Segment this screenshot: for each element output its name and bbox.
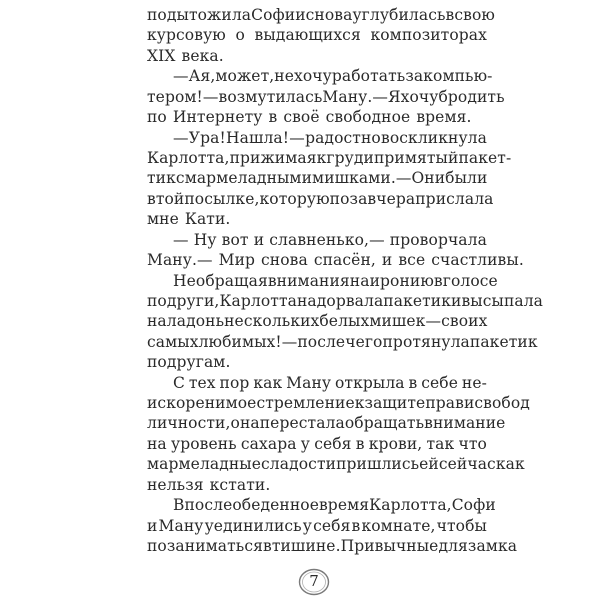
text-line: в той посылке, которую позавчера прислала bbox=[147, 190, 494, 208]
text-line: Не обращая внимания на иронию в голосе bbox=[173, 272, 498, 290]
page-number-badge bbox=[298, 568, 330, 596]
text-line: — Ну вот и славненько,— проворчала bbox=[173, 231, 487, 249]
text-line: самых любимых! — после чего протянула пакетик bbox=[147, 333, 538, 351]
text-line: мне Кати. bbox=[147, 210, 231, 228]
text-line: тик с мармеладными мишками.— Они были bbox=[147, 169, 488, 187]
text-line: тером! — возмутилась Ману.— Я хочу бродить bbox=[147, 88, 505, 106]
text-line: В послеобеденное время Карлотта, Софи bbox=[173, 496, 496, 514]
text-line: и Ману уединились у себя в комнате, чтобы bbox=[147, 517, 487, 535]
text-line: XIX века. bbox=[147, 47, 224, 65]
text-line: личности, она перестала обращать внимание bbox=[147, 414, 506, 432]
text-line: подруги, Карлотта надорвала пакетик и высыпала bbox=[147, 292, 544, 310]
text-line: — А я, может, не хочу работать за компью- bbox=[173, 67, 493, 85]
text-line: Ману.— Мир снова спасён, и все счастливы. bbox=[147, 251, 524, 269]
text-line: на уровень сахара у себя в крови, так что bbox=[147, 435, 487, 453]
text-line: нельзя кстати. bbox=[147, 476, 271, 494]
text-line: — Ура! Нашла! — радостно воскликнула bbox=[173, 129, 487, 147]
text-line: С тех пор как Ману открыла в себе не- bbox=[173, 374, 487, 392]
text-line: позаниматься в тишине. Привычные для замка bbox=[147, 537, 518, 555]
page-number: 7 bbox=[309, 572, 319, 590]
text-line: курсовую о выдающихся композиторах bbox=[147, 26, 487, 44]
text-line: мармеладные сладости пришлись ей сейчас как bbox=[147, 455, 525, 473]
text-line: подытожила Софи и снова углубилась в свою bbox=[147, 6, 495, 24]
text-line: Карлотта, прижимая к груди примятый пакет- bbox=[147, 149, 512, 167]
text-line: подругам. bbox=[147, 353, 231, 371]
text-line: искоренимое стремление к защите прав и свобод bbox=[147, 394, 530, 412]
text-line: по Интернету в своё свободное время. bbox=[147, 108, 472, 126]
text-line: на ладонь нескольких белых мишек — своих bbox=[147, 312, 488, 330]
